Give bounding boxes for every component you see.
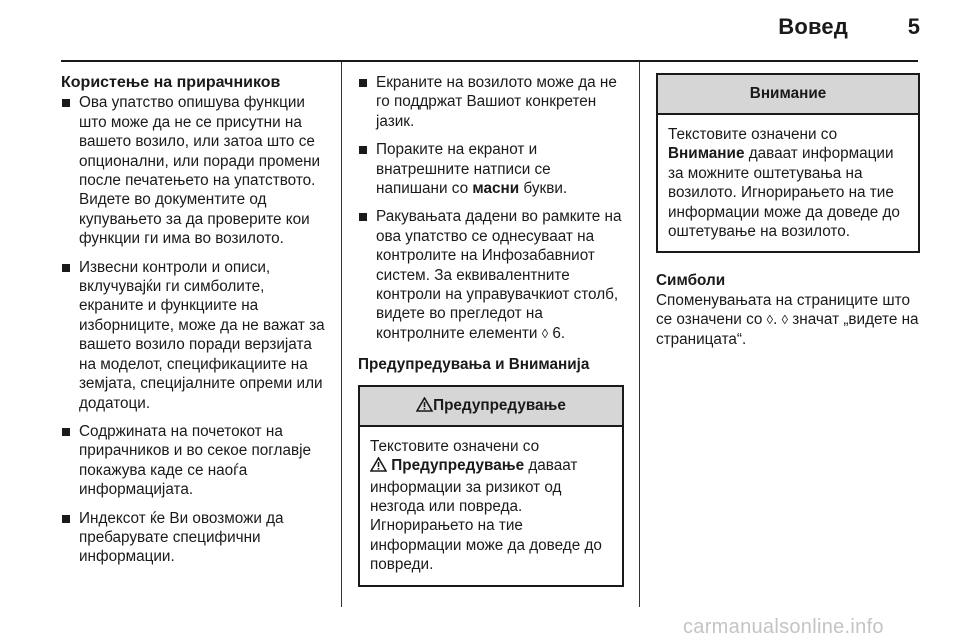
warning-triangle-icon xyxy=(370,457,387,477)
bullet-square-icon xyxy=(359,79,367,87)
warning-box xyxy=(358,385,624,587)
list-item: Ракувањата дадени во рамките на ова упатство се однесуваат на контролите на Инфозабавниот систем. За еквивалентните контроли на управувачкиот столб, видете во прегледот на контролните елементи ◊ 6. xyxy=(358,207,624,343)
section-title-warnings: Предупредувања и Вниманија xyxy=(358,356,590,374)
list-item: Ова упатство опишува функции што може да не се присутни на вашето возило, или затоа што се опционални, или поради промени после печатењето на упатството. Видете во документите од купувањето за да проверите кои функции ги има во возилото. xyxy=(61,93,333,248)
caution-box-header: Внимание xyxy=(658,75,918,115)
column-divider-2 xyxy=(639,62,640,607)
section-title-usage: Користење на прирачников xyxy=(61,74,281,91)
chapter-title: Вовед xyxy=(778,14,848,39)
warning-triangle-icon xyxy=(416,389,433,427)
usage-bullet-list xyxy=(61,93,333,566)
column-divider-1 xyxy=(341,62,342,607)
list-item: Извесни контроли и описи, вклучувајќи ги симболите, екраните и функциите на изборниците, може да не важат за вашето возило поради верзијата на моделот, спецификациите на земјата, специјалните опреми или додатоци. xyxy=(61,258,333,413)
list-item: Индексот ќе Ви овозможи да пребарувате специфични информации. xyxy=(61,509,333,567)
bullet-square-icon xyxy=(62,428,70,436)
list-item: Екраните на возилото може да не го поддржат Вашиот конкретен јазик. xyxy=(358,73,624,131)
page-reference[interactable]: 6. xyxy=(548,324,566,342)
list-item: Пораките на екранот и внатрешните натписи се напишани со масни букви. xyxy=(358,140,624,198)
warning-box-body: Текстовите означени со Предупредување даваат информации за ризикот од незгода или повреда. Игнорирањето на тие информации може да доведе до повреди. xyxy=(370,437,602,574)
caution-box xyxy=(656,73,920,253)
column-3 xyxy=(656,73,920,349)
bullet-square-icon xyxy=(62,515,70,523)
section-title-symbols: Симболи xyxy=(656,272,726,290)
bullet-square-icon xyxy=(359,213,367,221)
display-bullet-list xyxy=(358,73,624,343)
page-reference-arrow-icon: ◊ xyxy=(781,312,789,328)
header-divider xyxy=(61,60,918,62)
warning-box-header: Предупредување xyxy=(360,387,622,427)
bullet-square-icon xyxy=(359,146,367,154)
page-reference-arrow-icon: ◊ xyxy=(766,312,774,328)
bullet-square-icon xyxy=(62,264,70,272)
page-number: 5 xyxy=(907,14,920,39)
caution-box-body: Текстовите означени со Внимание даваат информации за можните оштетувања на возилото. Игнорирањето на тие информации може да доведе до оштетување на возилото. xyxy=(668,126,900,241)
list-item: Содржината на почетокот на прирачников и во секое поглавје покажува каде се наоѓа информацијата. xyxy=(61,422,333,500)
column-2 xyxy=(358,73,624,587)
symbols-paragraph: Споменувањата на страниците што се означени со ◊. ◊ значат „видете на страницата“. xyxy=(656,291,919,348)
watermark-text: carmanualsonline.info xyxy=(683,616,884,638)
bullet-square-icon xyxy=(62,99,70,107)
page-reference-arrow-icon: ◊ xyxy=(541,325,549,341)
column-1 xyxy=(61,73,333,576)
